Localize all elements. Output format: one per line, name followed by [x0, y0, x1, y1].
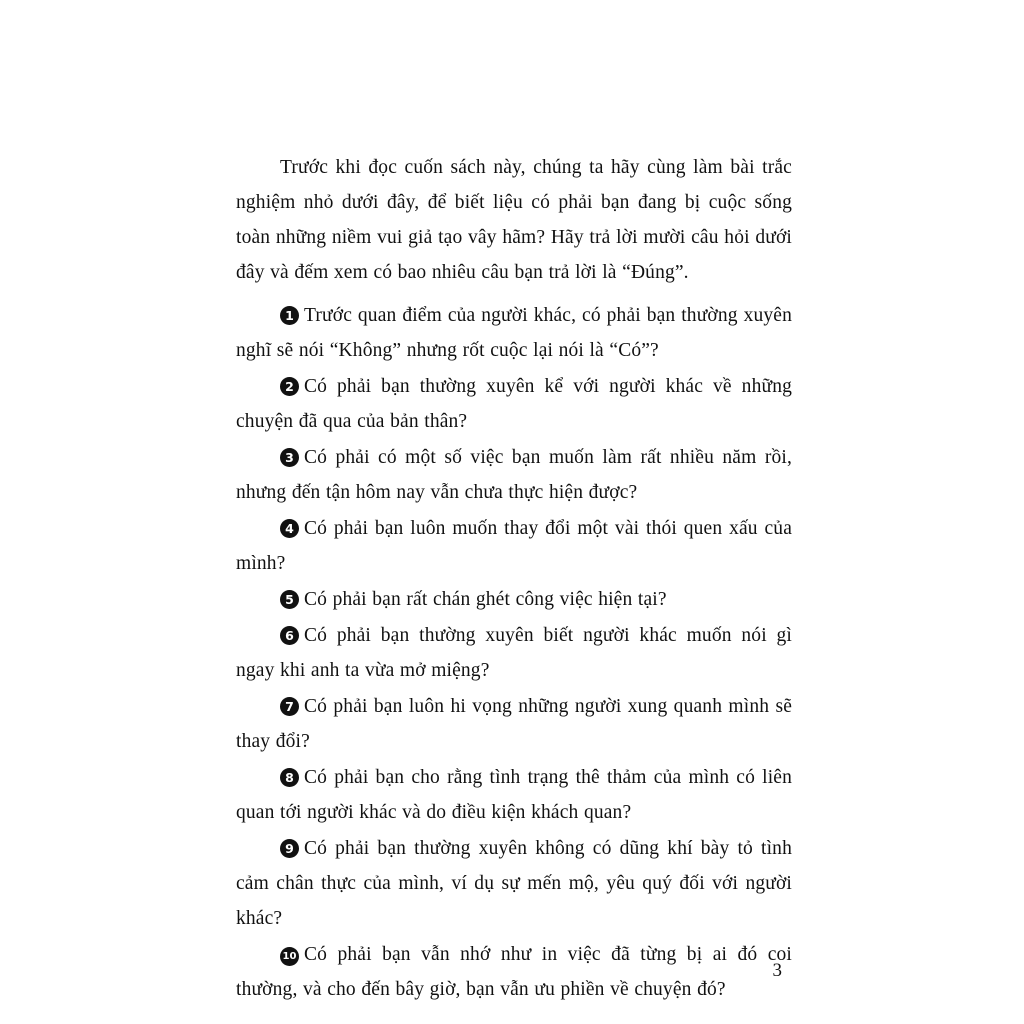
question-item	[236, 760, 792, 830]
question-text: Có phải bạn thường xuyên không có dũng khí bày tỏ tình cảm chân thực của mình, ví dụ sự mến mộ, yêu quý đối với người khác?	[236, 838, 792, 929]
question-text: Có phải bạn cho rằng tình trạng thê thảm của mình có liên quan tới người khác và do điều kiện khách quan?	[236, 767, 792, 823]
question-text: Có phải có một số việc bạn muốn làm rất nhiều năm rồi, nhưng đến tận hôm nay vẫn chưa thực hiện được?	[236, 447, 792, 503]
page-number: 3	[772, 960, 782, 981]
question-item	[236, 937, 792, 1007]
question-number-badge: 3	[280, 448, 299, 467]
question-number-badge: 9	[280, 839, 299, 858]
page-text-column	[236, 150, 792, 1008]
question-text: Có phải bạn luôn muốn thay đổi một vài thói quen xấu của mình?	[236, 518, 792, 574]
question-item	[236, 582, 792, 617]
question-text: Có phải bạn thường xuyên biết người khác muốn nói gì ngay khi anh ta vừa mở miệng?	[236, 625, 792, 681]
question-number-badge: 10	[280, 947, 299, 966]
question-item	[236, 618, 792, 688]
question-number-badge: 6	[280, 626, 299, 645]
question-number-badge: 2	[280, 377, 299, 396]
question-number-badge: 1	[280, 306, 299, 325]
question-item	[236, 298, 792, 368]
question-text: Có phải bạn thường xuyên kể với người khác về những chuyện đã qua của bản thân?	[236, 376, 792, 432]
question-number-badge: 4	[280, 519, 299, 538]
question-number-badge: 5	[280, 590, 299, 609]
question-text: Có phải bạn rất chán ghét công việc hiện tại?	[304, 589, 667, 610]
question-text: Có phải bạn luôn hi vọng những người xung quanh mình sẽ thay đổi?	[236, 696, 792, 752]
intro-paragraph: Trước khi đọc cuốn sách này, chúng ta hãy cùng làm bài trắc nghiệm nhỏ dưới đây, để biết liệu có phải bạn đang bị cuộc sống toàn những niềm vui giả tạo vây hãm? Hãy trả lời mười câu hỏi dưới đây và đếm xem có bao nhiêu câu bạn trả lời là “Đúng”.	[236, 157, 792, 283]
question-item	[236, 831, 792, 936]
question-item	[236, 689, 792, 759]
question-number-badge: 8	[280, 768, 299, 787]
question-item	[236, 511, 792, 581]
question-text: Trước quan điểm của người khác, có phải bạn thường xuyên nghĩ sẽ nói “Không” nhưng rốt cuộc lại nói là “Có”?	[236, 305, 792, 361]
question-text: Có phải bạn vẫn nhớ như in việc đã từng bị ai đó coi thường, và cho đến bây giờ, bạn vẫn ưu phiền về chuyện đó?	[236, 944, 792, 1000]
question-item	[236, 369, 792, 439]
question-number-badge: 7	[280, 697, 299, 716]
question-item	[236, 440, 792, 510]
